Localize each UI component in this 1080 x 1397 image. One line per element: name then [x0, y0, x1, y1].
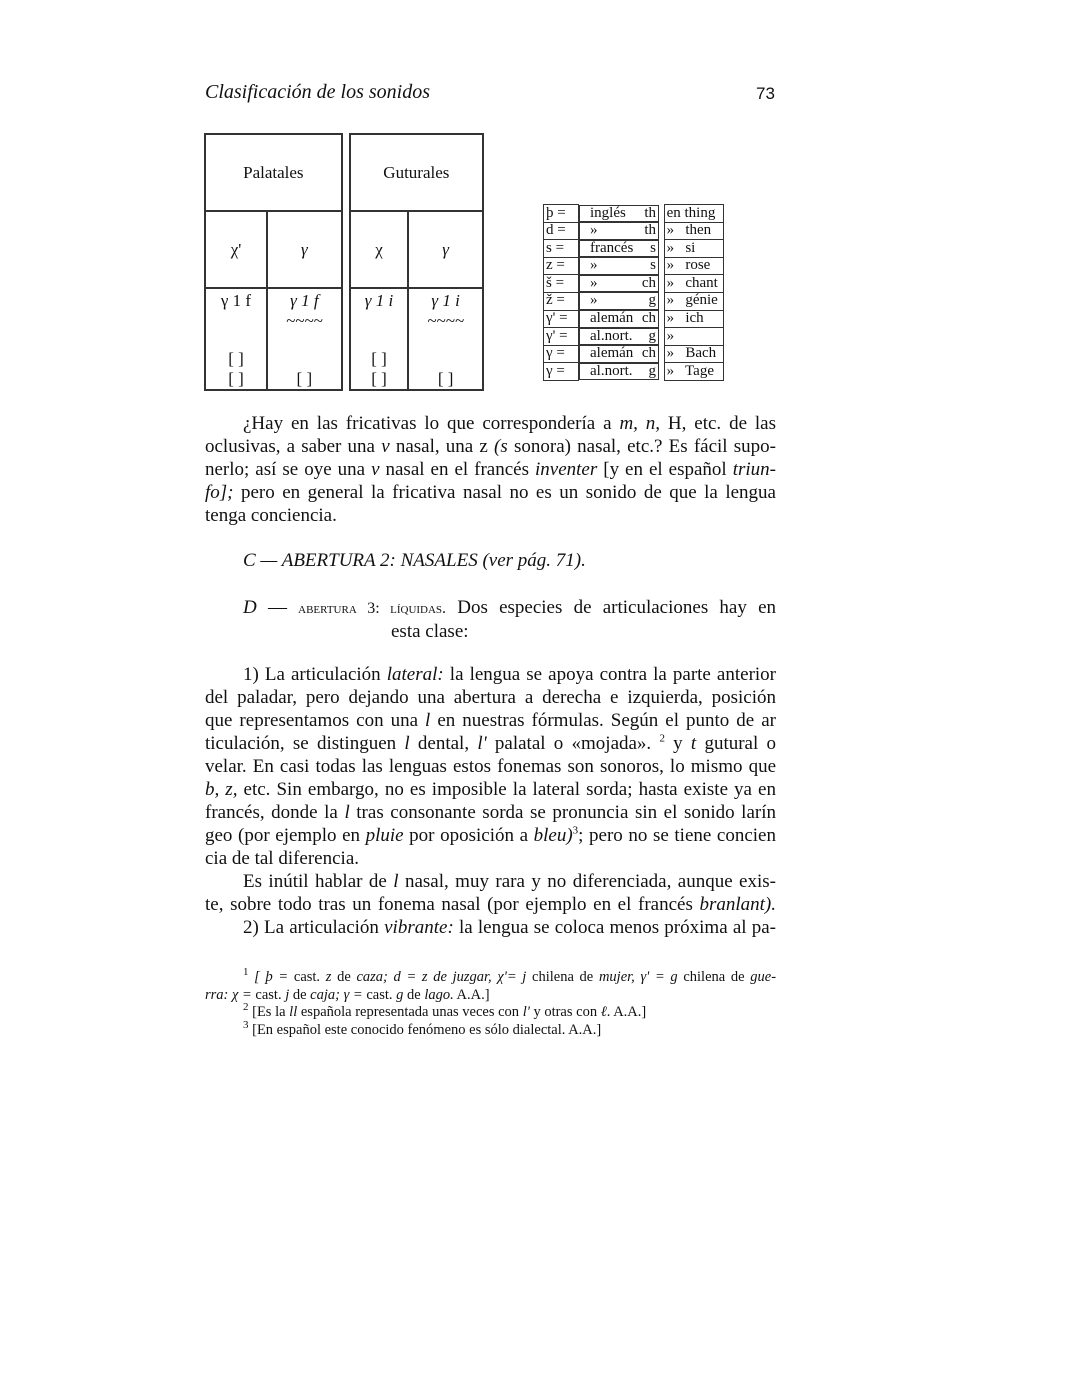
text-line [205, 870, 776, 893]
text-line [205, 847, 776, 870]
letters: th [644, 204, 656, 221]
formula-cell: γ 1 i ~~~~ [ ] [408, 288, 483, 390]
text-run: dental, [409, 733, 478, 754]
text-run: gue- [750, 969, 777, 985]
table-row [544, 205, 724, 223]
text-run: l [404, 733, 410, 754]
text-line [205, 435, 776, 458]
text-run: esta clase: [391, 621, 469, 642]
text-run: la lengua se coloca menos próxima al pa- [453, 917, 776, 938]
text-line [205, 481, 776, 504]
example-cell: » génie [664, 292, 723, 310]
text-line [205, 504, 776, 527]
footnote-marker: 1 [243, 966, 249, 979]
text-run: etc. Sin embargo, no es imposible la lateral sorda; hasta existe ya en [237, 779, 776, 800]
text-run: chilena de [526, 969, 599, 985]
text-run: palatal o «mojada». [486, 733, 660, 754]
text-run: caja; γ = [310, 986, 367, 1003]
symbol-cell: γ = [544, 345, 579, 363]
text-run: cast. [255, 986, 286, 1003]
formula-cell: γ 1 f ~~~~ [ ] [267, 288, 342, 390]
symbol-cell: γ' = [544, 328, 579, 346]
text-run: Es inútil hablar de [243, 871, 394, 892]
footnotes [205, 966, 777, 1039]
language-cell [579, 205, 659, 223]
text-run: l [344, 802, 350, 823]
text-line [205, 755, 776, 778]
text-line [205, 966, 777, 987]
text-run: de [331, 969, 357, 985]
text-run: ℓ [600, 1004, 607, 1020]
language-cell [579, 222, 659, 240]
language-cell [579, 240, 659, 258]
text-run: bleu) [533, 825, 573, 846]
language-cell [579, 345, 659, 363]
footnote-marker: 3 [572, 824, 579, 837]
text-run: b, z, [205, 779, 238, 800]
letters: th [644, 222, 656, 239]
text-run: chilena de [677, 969, 751, 985]
formula-cell: γ 1 i [ ] [ ] [350, 288, 409, 390]
footnote-marker: 2 [659, 732, 665, 745]
text-run: nasal en el francés [379, 459, 535, 480]
text-line [205, 916, 776, 939]
text-line [205, 620, 776, 643]
text-line [205, 1001, 776, 1022]
example-cell: » rose [664, 257, 723, 275]
text-run: branlant). [699, 894, 776, 915]
example-cell: en thing [664, 205, 723, 223]
text-run: triun- [732, 459, 776, 480]
text-run: inventer [534, 459, 598, 480]
text-run: francés, donde la [205, 802, 345, 823]
letters: ch [641, 345, 656, 362]
footnote-marker: 3 [243, 1018, 249, 1031]
symbol-cell: d = [544, 222, 579, 240]
text-run: 1) La articulación [243, 664, 387, 685]
text-run: sonora) nasal, etc.? Es fácil supo- [507, 436, 776, 457]
text-run: H, etc. de las [660, 413, 776, 434]
language: al.nort. [590, 327, 633, 344]
text-run: . A.A.] [606, 1004, 647, 1020]
symbol-cell: γ [408, 211, 483, 288]
text-run: 2) La articulación [243, 917, 385, 938]
text-run: te, sobre todo tras un fonema nasal (por ejemplo en el francés [205, 894, 700, 915]
text-run: ¿Hay en las fricativas lo que correspondería a [243, 413, 620, 434]
text-run: [y en el español [597, 459, 733, 480]
text-run: l' [522, 1004, 530, 1020]
text-run: tenga conciencia. [205, 505, 337, 526]
text-run: fo]; [205, 482, 234, 503]
text-line [205, 732, 776, 755]
text-line [205, 663, 776, 686]
language: inglés [590, 204, 626, 221]
language: alemán [590, 345, 634, 362]
language-cell [579, 275, 659, 293]
text-run: cast. [366, 986, 397, 1003]
letters: s [650, 257, 656, 274]
text-line [205, 1018, 776, 1040]
text-run: mujer, γ' = g [598, 969, 678, 985]
symbol-cell: þ = [544, 205, 579, 223]
paragraph-lateral-vibrante [205, 663, 776, 939]
text-run: j [285, 986, 290, 1003]
language-cell [579, 363, 659, 381]
letters: g [648, 327, 656, 344]
text-run: por oposición a [403, 825, 534, 846]
text-run: — [256, 597, 299, 618]
text-run: de [403, 986, 425, 1003]
text-run: cia de tal diferencia. [205, 848, 360, 869]
text-run: l' [477, 733, 487, 754]
text-run: ll [289, 1004, 298, 1020]
example-cell: » chant [664, 275, 723, 293]
heading-nasales [205, 549, 776, 572]
text-run: A.A.] [453, 986, 490, 1003]
language: » [590, 274, 598, 291]
language: al.nort. [590, 362, 633, 379]
text-run: rra: χ = [205, 986, 256, 1003]
text-run: y [664, 733, 691, 754]
language: » [590, 292, 598, 309]
text-line [205, 458, 776, 481]
text-run: pero en general la fricativa nasal no es un sonido de que la lengua [233, 482, 776, 503]
text-run: C — ABERTURA 2: NASALES (ver pág. 71). [243, 550, 586, 571]
text-run: m, n, [619, 413, 661, 434]
letters: s [650, 239, 656, 256]
table-row [544, 222, 724, 240]
text-run: (s [494, 436, 508, 457]
text-run: Dos especies de articulaciones hay en [446, 597, 776, 618]
symbol-cell: γ [267, 211, 342, 288]
text-line [205, 709, 776, 732]
formula-cell: γ 1 f [ ] [ ] [205, 288, 267, 390]
letters: ch [641, 310, 656, 327]
text-line [205, 778, 776, 801]
text-run: y otras con [529, 1004, 601, 1020]
text-run: oclusivas, a saber una [205, 436, 382, 457]
text-run: [En español este conocido fenómeno es sólo dialectal. A.A.] [248, 1021, 602, 1038]
text-run: nasal, una z [389, 436, 495, 457]
letters: g [648, 362, 656, 379]
text-line [205, 549, 776, 572]
text-line [205, 801, 776, 824]
language: francés [590, 239, 634, 256]
table-row [544, 363, 724, 381]
text-run: ; pero no se tiene concien [578, 825, 776, 846]
heading-liquidas [205, 596, 776, 643]
text-line [205, 686, 776, 709]
example-cell: » Tage [664, 363, 723, 381]
language: alemán [590, 310, 634, 327]
symbol-cell: χ [350, 211, 409, 288]
text-run: g [396, 986, 404, 1003]
footnote-marker: 2 [243, 1001, 249, 1014]
text-line [205, 412, 776, 435]
paragraph-nasal-fricatives [205, 412, 776, 527]
table-row [544, 275, 724, 293]
text-run: la lengua se apoya contra la parte anterior [443, 664, 776, 685]
text-run: v [381, 436, 390, 457]
running-header: Clasificación de los sonidos [205, 81, 430, 103]
text-line [205, 893, 776, 916]
text-run: tras consonante sorda se pronuncia sin el sonido larín [349, 802, 777, 823]
symbol-cell: š = [544, 275, 579, 293]
text-run: t [690, 733, 697, 754]
text-run: z [325, 969, 332, 985]
example-cell: » ich [664, 310, 723, 328]
text-run: v [371, 459, 380, 480]
symbol-cell: γ' = [544, 310, 579, 328]
language-cell [579, 310, 659, 328]
text-run: cast. [293, 969, 326, 985]
table-row [544, 292, 724, 310]
text-run: abertura 3: líquidas. [298, 600, 447, 617]
language-cell [579, 292, 659, 310]
group-header: Guturales [350, 134, 483, 211]
text-run: caza; d = z de juzgar, χ'= j [356, 969, 527, 985]
text-run: española representada unas veces con [297, 1004, 523, 1020]
text-run: en nuestras fórmulas. Según el punto de ar [430, 710, 776, 731]
text-run: geo (por ejemplo en [205, 825, 366, 846]
symbol-cell: ž = [544, 292, 579, 310]
text-line [205, 824, 776, 847]
language-cell [579, 328, 659, 346]
letters: ch [641, 274, 656, 291]
text-run: ticulación, se distinguen [205, 733, 405, 754]
table-row [544, 240, 724, 258]
example-cell: » then [664, 222, 723, 240]
table-row [544, 257, 724, 275]
text-run: [Es la [248, 1004, 290, 1020]
text-line [205, 596, 776, 620]
text-run: gutural o [696, 733, 776, 754]
fricatives-equivalence-table [543, 204, 724, 381]
example-cell: » si [664, 240, 723, 258]
text-run: nasal, muy rara y no diferenciada, aunque exis- [398, 871, 776, 892]
table-row [544, 328, 724, 346]
symbol-cell: z = [544, 257, 579, 275]
text-run: pluie [365, 825, 404, 846]
example-cell: » [664, 328, 723, 346]
language: » [590, 257, 598, 274]
text-run: lago. [424, 986, 454, 1003]
table-row [544, 310, 724, 328]
text-run: vibrante: [384, 917, 454, 938]
text-run: l [425, 710, 431, 731]
letters: g [648, 292, 656, 309]
text-run: nerlo; así se oye una [205, 459, 372, 480]
text-run: [ þ = [248, 969, 294, 985]
text-run: que representamos con una [205, 710, 426, 731]
palatal-guttural-table [204, 133, 484, 391]
text-run: velar. En casi todas las lenguas estos fonemas son sonoros, lo mismo que [205, 756, 776, 777]
group-header: Palatales [205, 134, 342, 211]
text-line [205, 987, 776, 1005]
symbol-cell: s = [544, 240, 579, 258]
text-run: de [289, 986, 311, 1003]
symbol-cell: χ' [205, 211, 267, 288]
language-cell [579, 257, 659, 275]
text-run: lateral: [386, 664, 444, 685]
symbol-cell: γ = [544, 363, 579, 381]
language: » [590, 222, 598, 239]
table-row [544, 345, 724, 363]
page-number: 73 [756, 84, 775, 103]
text-run: l [393, 871, 399, 892]
text-run: D [243, 597, 257, 618]
example-cell: » Bach [664, 345, 723, 363]
text-run: del paladar, pero dejando una abertura a derecha e izquierda, posición [205, 687, 776, 708]
